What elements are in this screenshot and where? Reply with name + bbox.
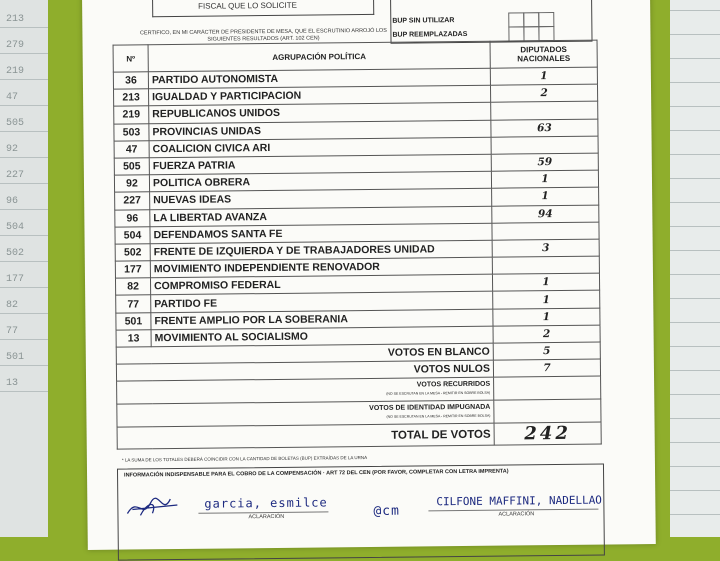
party-name: FRENTE AMPLIO POR LA SOBERANIA: [151, 309, 493, 330]
background-line: [670, 394, 720, 395]
party-number: 502: [115, 244, 150, 262]
party-name: REPUBLICANOS UNIDOS: [149, 103, 491, 124]
background-number: 504: [6, 222, 25, 233]
party-name: PARTIDO FE: [151, 292, 493, 313]
background-line: [0, 53, 48, 54]
background-line: [0, 391, 48, 392]
recurridos-sub: (NO SE ESCRUTAN EN LA MESA - REMITIR EN SOBRE BOLSA): [386, 391, 491, 397]
background-line: [0, 209, 48, 210]
party-votes: 1: [490, 67, 597, 85]
party-number: 36: [113, 72, 148, 90]
background-sheet-right: [670, 0, 720, 537]
compensation-box: [117, 464, 605, 561]
background-number: 227: [6, 170, 25, 181]
signature-label-2: ACLARACIÓN: [498, 511, 535, 518]
bup-cell: [523, 26, 539, 41]
impugnada-sub: (NO SE ESCRUTAN EN LA MESA - REMITIR EN SOBRE BOLSA): [386, 414, 491, 420]
party-number: 505: [114, 158, 149, 176]
background-line: [0, 79, 48, 80]
impugnada-title: VOTOS DE IDENTIDAD IMPUGNADA: [369, 404, 491, 413]
background-line: [0, 287, 48, 288]
party-name: FRENTE DE IZQUIERDA Y DE TRABAJADORES UNIDAD: [150, 240, 492, 261]
background-line: [670, 34, 720, 35]
party-number: 96: [115, 209, 150, 227]
party-number: 92: [114, 175, 149, 193]
blanco-value: 5: [493, 342, 600, 360]
background-line: [670, 418, 720, 419]
party-number: 82: [115, 278, 150, 296]
background-line: [0, 235, 48, 236]
party-number: 47: [114, 141, 149, 159]
party-name: PARTIDO AUTONOMISTA: [148, 68, 490, 89]
total-row: [117, 422, 601, 449]
party-votes: [492, 256, 599, 274]
party-votes: 63: [491, 119, 598, 137]
nulos-label: VOTOS NULOS: [116, 360, 493, 381]
background-line: [0, 157, 48, 158]
background-line: [0, 27, 48, 28]
background-number: 279: [6, 40, 25, 51]
background-line: [670, 322, 720, 323]
party-name: FUERZA PATRIA: [149, 154, 491, 175]
acta-escrutinio-sheet: [82, 0, 656, 550]
background-line: [0, 105, 48, 106]
party-number: 77: [116, 295, 151, 313]
background-line: [670, 130, 720, 131]
party-votes: [492, 222, 599, 240]
background-number: 82: [6, 300, 19, 311]
party-name: COMPROMISO FEDERAL: [150, 274, 492, 295]
background-number: 505: [6, 118, 25, 129]
party-name: DEFENDAMOS SANTA FE: [150, 223, 492, 244]
fiscal-label: FISCAL QUE LO SOLICITE: [198, 0, 298, 11]
background-line: [670, 154, 720, 155]
party-number: 219: [114, 106, 149, 124]
fiscal-box: [152, 0, 374, 17]
background-line: [0, 313, 48, 314]
signature-name-2: CILFONE MAFFINI, NADELLAO: [436, 493, 602, 509]
background-line: [0, 183, 48, 184]
background-line: [670, 226, 720, 227]
party-votes: 3: [492, 239, 599, 257]
party-name: COALICION CIVICA ARI: [149, 137, 491, 158]
signature-label-1: ACLARACIÓN: [248, 513, 285, 521]
total-value: 242: [494, 422, 601, 445]
party-votes: 1: [493, 308, 600, 326]
party-name: MOVIMIENTO AL SOCIALISMO: [151, 326, 493, 347]
party-number: 213: [114, 89, 149, 107]
background-line: [670, 58, 720, 59]
background-line: [670, 346, 720, 347]
party-name: NUEVAS IDEAS: [150, 189, 492, 210]
party-votes: 1: [491, 170, 598, 188]
background-line: [670, 82, 720, 83]
background-line: [0, 261, 48, 262]
nulos-value: 7: [493, 359, 600, 377]
party-votes: 94: [492, 205, 599, 223]
background-line: [670, 490, 720, 491]
party-number: 501: [116, 312, 151, 330]
background-number: 77: [6, 326, 19, 337]
background-line: [670, 10, 720, 11]
impugnada-value: [494, 399, 601, 423]
compensation-info-text: INFORMACIÓN INDISPENSABLE PARA EL COBRO DE LA COMPENSACIÓN · ART 72 DEL CEN (POR FAVOR, COMPLETAR CON LETRA IMPRENTA): [124, 468, 509, 479]
party-number: 504: [115, 226, 150, 244]
party-name: MOVIMIENTO INDEPENDIENTE RENOVADOR: [150, 257, 492, 278]
background-line: [670, 106, 720, 107]
background-line: [670, 298, 720, 299]
col-party-header: AGRUPACIÓN POLÍTICA: [148, 41, 490, 72]
background-line: [670, 466, 720, 467]
background-number: 13: [6, 378, 19, 389]
certifico-text: CERTIFICO, EN MI CARÁCTER DE PRESIDENTE DE MESA, QUE EL ESCRUTINIO ARROJÓ LOS SIGUIENTES RESULTADOS (ART. 102 CEN): [139, 27, 387, 43]
col-num-header: Nº: [113, 45, 148, 72]
background-number: 47: [6, 92, 19, 103]
blanco-label: VOTOS EN BLANCO: [116, 343, 493, 364]
background-number: 96: [6, 196, 19, 207]
signature-name-1: garcia, esmilce: [204, 495, 328, 511]
bup-cell: [508, 12, 524, 27]
total-label: TOTAL DE VOTOS: [117, 424, 494, 450]
party-number: 13: [116, 330, 151, 348]
party-number: 503: [114, 123, 149, 141]
party-name: PROVINCIAS UNIDAS: [149, 120, 491, 141]
recurridos-value: [494, 376, 601, 400]
background-sheet-left: [0, 0, 48, 537]
background-number: 177: [6, 274, 25, 285]
background-line: [0, 131, 48, 132]
party-votes: 2: [493, 325, 600, 343]
background-line: [670, 202, 720, 203]
background-line: [0, 339, 48, 340]
bup-cell: [538, 12, 554, 27]
party-name: IGUALDAD Y PARTICIPACION: [149, 85, 491, 106]
background-line: [0, 365, 48, 366]
background-number: 92: [6, 144, 19, 155]
bup-sin-utilizar-label: BUP SIN UTILIZAR: [392, 17, 455, 25]
bup-reemplazadas-label: BUP REEMPLAZADAS: [392, 30, 468, 39]
background-line: [670, 250, 720, 251]
party-number: 227: [115, 192, 150, 210]
recurridos-title: VOTOS RECURRIDOS: [416, 381, 491, 389]
col-votes-header: DIPUTADOS NACIONALES: [490, 40, 597, 68]
background-line: [670, 178, 720, 179]
party-votes: 1: [492, 273, 599, 291]
background-line: [670, 274, 720, 275]
background-number: 219: [6, 66, 25, 77]
party-name: LA LIBERTAD AVANZA: [150, 206, 492, 227]
party-name: POLITICA OBRERA: [149, 171, 491, 192]
party-votes: 59: [491, 153, 598, 171]
background-number: 213: [6, 14, 25, 25]
results-table: [113, 40, 602, 450]
bup-cell: [538, 26, 554, 41]
party-votes: 1: [493, 291, 600, 309]
background-line: [670, 514, 720, 515]
party-votes: 1: [492, 187, 599, 205]
party-votes: [491, 136, 598, 154]
party-votes: [491, 101, 598, 119]
footnote: * LA SUMA DE LOS TOTALES DEBERÁ COINCIDIR CON LA CANTIDAD DE BOLETAS (BUP) EXTRAÍDAS DE LA URNA: [121, 455, 368, 463]
background-line: [670, 370, 720, 371]
signature-scribble-1: [122, 491, 182, 522]
party-number: 177: [115, 261, 150, 279]
background-line: [670, 442, 720, 443]
background-number: 502: [6, 248, 25, 259]
party-votes: 2: [490, 84, 597, 102]
bup-cell: [508, 26, 524, 41]
signature-prefix-2: @cm: [373, 503, 401, 519]
bup-cell: [523, 12, 539, 27]
background-number: 501: [6, 352, 25, 363]
